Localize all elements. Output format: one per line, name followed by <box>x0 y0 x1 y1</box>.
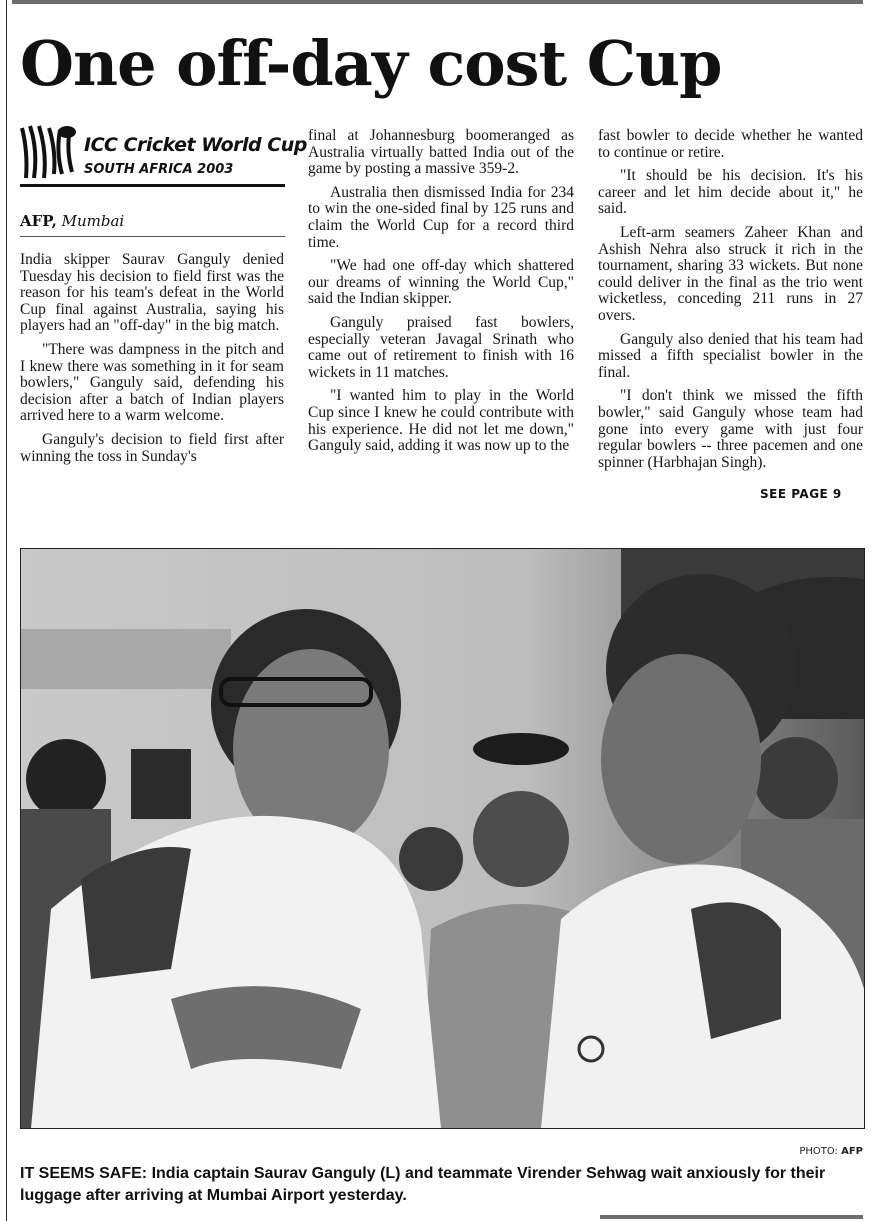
camera-icon <box>131 749 191 819</box>
photo-illustration <box>21 549 864 1128</box>
left-column-rule <box>6 0 7 1221</box>
paragraph: "We had one off-day which shattered our dreams of winning the World Cup," said the Indian skipper. <box>308 257 574 308</box>
see-page-link[interactable]: SEE PAGE 9 <box>760 487 842 501</box>
byline-rule <box>20 236 285 237</box>
paragraph: final at Johannesburg boomeranged as Australia virtually batted India out of the game by posting a massive 359-2. <box>308 127 574 178</box>
photo-credit-label: PHOTO: <box>799 1146 838 1157</box>
logo-title: ICC Cricket World Cup <box>84 134 307 156</box>
paragraph: India skipper Saurav Ganguly denied Tuesday his decision to field first was the reason for his team's defeat in the World Cup final against Australia, saying his players had an "off-day" in the big match. <box>20 251 284 335</box>
paragraph: fast bowler to decide whether he wanted to continue or retire. <box>598 127 863 161</box>
paragraph: Ganguly praised fast bowlers, especially veteran Javagal Srinath who came out of retirement to finish with 16 wickets in 11 matches. <box>308 313 574 381</box>
logo-subtitle: SOUTH AFRICA 2003 <box>84 162 234 177</box>
top-rule <box>12 0 863 4</box>
photo-caption: IT SEEMS SAFE: India captain Saurav Ganguly (L) and teammate Virender Sehwag wait anxiously for their luggage after arriving at Mumbai Airport yesterday. <box>20 1165 826 1204</box>
bottom-rule <box>600 1215 863 1219</box>
headline: One off-day cost Cup <box>20 27 722 100</box>
byline <box>20 212 285 230</box>
article-column-3 <box>598 128 863 478</box>
byline-place: Mumbai <box>61 212 125 230</box>
news-photo <box>20 548 865 1129</box>
paragraph: Left-arm seamers Zaheer Khan and Ashish Nehra also struck it rich in the tournament, sharing 33 wickets. But none could deliver in the final as the trio went wicketless, conceding 211 runs in 27 overs. <box>598 223 863 324</box>
article-column-1 <box>20 252 284 472</box>
paragraph: Ganguly also denied that his team had missed a fifth specialist bowler in the final. <box>598 330 863 381</box>
photo-credit <box>700 1146 863 1157</box>
logo-rule <box>20 184 285 187</box>
article-column-2 <box>308 128 574 462</box>
paragraph: "It should be his decision. It's his career and let him decide about it," he said. <box>598 167 863 218</box>
paragraph: "I wanted him to play in the World Cup since I knew he could contribute with his experience. He did not let me down," Ganguly said, adding it was now up to the <box>308 387 574 455</box>
photo-credit-source: AFP <box>841 1146 863 1157</box>
paragraph: "There was dampness in the pitch and I knew there was something in it for seam bowlers," Ganguly said, defending his decision after a batch of Indian players arrived here to a warm welcome. <box>20 340 284 425</box>
world-cup-logo <box>20 118 307 190</box>
paragraph: "I don't think we missed the fifth bowler," said Ganguly whose team had gone into every game with just four regular bowlers -- three pacemen and one spinner (Harbhajan Singh). <box>598 387 863 471</box>
byline-agency: AFP, <box>20 212 57 230</box>
paragraph: Ganguly's decision to field first after winning the toss in Sunday's <box>20 430 284 465</box>
world-cup-logo-icon <box>20 122 78 182</box>
paragraph: Australia then dismissed India for 234 to win the one-sided final by 125 runs and claim the World Cup for a record third time. <box>308 183 574 251</box>
